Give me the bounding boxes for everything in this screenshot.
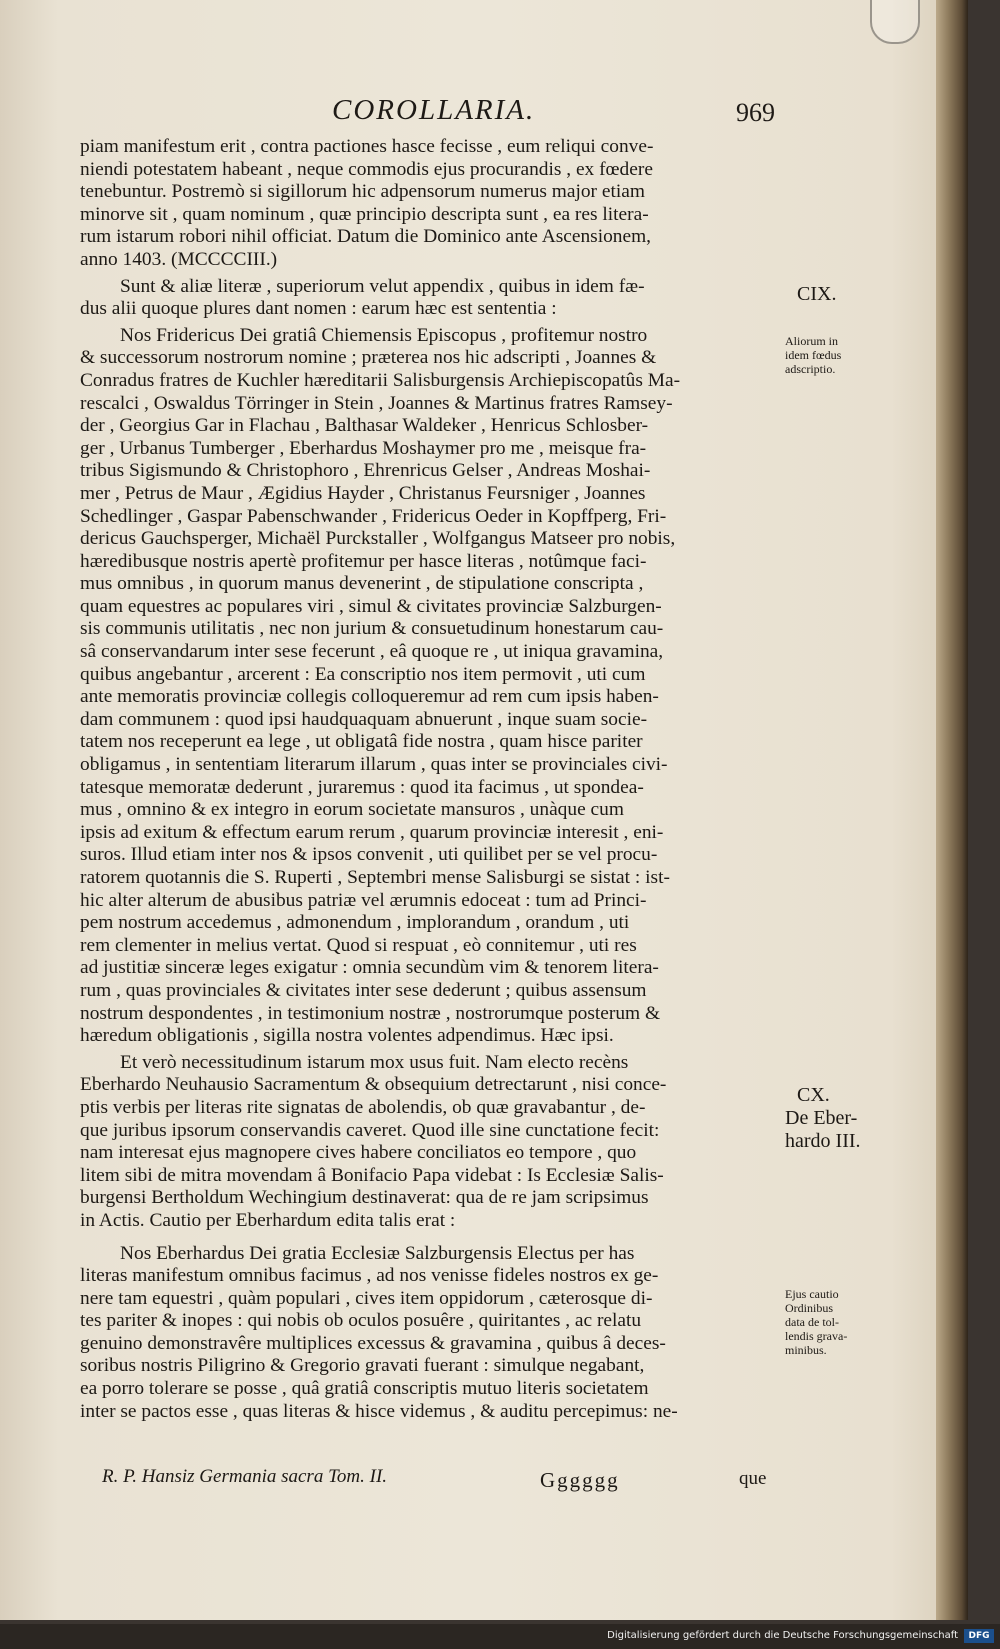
body-text [80,136,780,1427]
margin-note-cix: Aliorum in idem fœdus adscriptio. [785,334,842,376]
catchword: que [739,1468,767,1489]
paragraph-1: piam manifestum erit , contra pactiones hasce fecisse , eum reliqui conve- niendi potestatem habeant , neque commodis ejus procurandis , ex fœdere tenebuntur. Postremò si sigillorum hic adpensorum numerus major etiam minorve sit , quam nominum , quæ principio descripta sunt , ea res litera- rum istarum robori nihil officiat. Datum die Dominico ante Ascensionem, anno 1403. (MCCCCIII.) [80,136,654,270]
margin-heading-cx: De Eber- hardo III. [785,1107,861,1152]
credit-bar [0,1624,1000,1649]
dfg-logo-icon: DFG [964,1629,994,1643]
page-edge [936,0,968,1620]
page-clip [870,0,920,44]
page-footer [96,1466,776,1496]
running-title: COROLLARIA. [332,94,536,126]
margin-number-cix: CIX. [797,283,837,305]
paragraph-2: Sunt & aliæ literæ , superiorum velut appendix , quibus in idem fæ- dus alii quoque plures dant nomen : earum hæc est sententia : [80,275,645,320]
margin-note-cx: Ejus cautio Ordinibus data de tol- lendis grava- minibus. [785,1287,848,1357]
paragraph-3: Nos Fridericus Dei gratiâ Chiemensis Episcopus , profitemur nostro & successorum nostrorum nomine ; præterea nos hic adscripti , Joannes & Conradus fratres de Kuchler hæreditarii Salisburgensis Archiepiscopatûs Ma- rescalci , Oswaldus Törringer in Stein , Joannes & Martinus fratres Ramsey- der , Georgius Gar in Flachau , Balthasar Waldeker , Henricus Schlosber- ger , Urbanus Tumberger , Eberhardus Moshaymer pro me , meisque fra- tribus Sigismundo & Christophoro , Ehrenricus Gelser , Andreas Moshai- mer , Petrus de Maur , Ægidius Hayder , Christanus Feursniger , Joannes Schedlinger , Gaspar Pabenschwander , Fridericus Oeder in Kopffperg, Fri- dericus Gauchsperger, Michaël Purckstaller , Wolfgangus Matseer pro nobis, hæredibusque nostris apertè profitemur per hasce literas , notûmque faci- mus omnibus , in quorum manus devenerint , de stipulatione conscripta , quam equestres ac populares viri , simul & civitates provinciæ Salzburgen- sis communis utilitatis , nec non jurium & consuetudinum honestarum cau- sâ conservandarum inter sese fecerunt , eâ quoque re , ut iniqua gravamina, quibus angebantur , arcerent : Ea conscriptio nos item permovit , uti cum ante memoratis provinciæ collegis colloqueremur ad rem cum ipsis haben- dam communem : quod ipsi haudquaquam abnuerunt , inque suam socie- tatem nos receperunt ea lege , ut obligatâ fide nostra , quam hisce pariter obligamus , in sententiam literarum illarum , quas inter se provinciales civi- tatesque memoratæ dederunt , juraremus : quod ita facimus , ut spondea- mus , omnino & ex integro in eorum societate mansuros , unàque cum ipsis ad exitum & effectum earum rerum , quarum provinciæ interesit , eni- suros. Illud etiam inter nos & ipsos convenit , uti quilibet per se vel procu- ratorem quotannis die S. Ruperti , Septembri mense Salisburgi se sistat : ist- hic alter alterum de abusibus patriæ vel ærumnis edoceat : tum ad Princi- pem nostrum accedemus , admonendum , implorandum , orandum , uti rem clementer in melius vertat. Quod si respuat , eò connitemur , uti res ad justitiæ sinceræ leges exigatur : omnia secundùm vim & tenorem litera- rum , quas provinciales & civitates inter sese dederunt ; quibus assensum nostrum despondentes , in testimonium nostræ , nostrorumque posterum & hæredum obligationis , sigilla nostra volentes adpendimus. Hæc ipsi. [80,324,681,1047]
footer-reference: R. P. Hansiz Germania sacra Tom. II. [102,1466,388,1487]
paragraph-4: Et verò necessitudinum istarum mox usus fuit. Nam electo recèns Eberhardo Neuhausio Sacramentum & obsequium detrectarunt , nisi conce- ptis verbis per literas rite signatas de abolendis, ob quæ gravabantur , de- que juribus ipsorum conservandis caveret. Quod ille sine cunctatione fecit: nam interesat ejus magnopere cives habere conciliatos eo tempore , quo litem sibi de mitra movendam â Bonifacio Papa videbat : Is Ecclesiæ Salis- burgensi Bertholdum Wechingium destinaverat: qua de re jam scripsimus in Actis. Cautio per Eberhardum edita talis erat : [80,1051,667,1231]
margin-number-cx: CX. [797,1084,830,1106]
credit-text: Digitalisierung gefördert durch die Deutsche Forschungsgemeinschaft [607,1630,958,1641]
page-header [0,90,968,130]
paragraph-5: Nos Eberhardus Dei gratia Ecclesiæ Salzburgensis Electus per has literas manifestum omnibus facimus , ad nos venisse fideles nostros ex ge- nere tam equestri , quàm populari , cives item oppidorum , cæterosque di- tes pariter & inopes : qui nobis ob oculos posuêre , quiritantes , ac relatu genuino demonstravêre multiplices excessus & gravamina , quibus â deces- soribus nostris Piligrino & Gregorio gravati fuerant : simulque negabant, ea porro tolerare se posse , quâ gratiâ conscriptis mutuo literis societatem inter se pactos esse , quas literas & hisce videmus , & auditu percepimus: ne- [80,1242,678,1422]
signature-mark: Gggggg [540,1468,620,1492]
page-number: 969 [736,98,775,127]
